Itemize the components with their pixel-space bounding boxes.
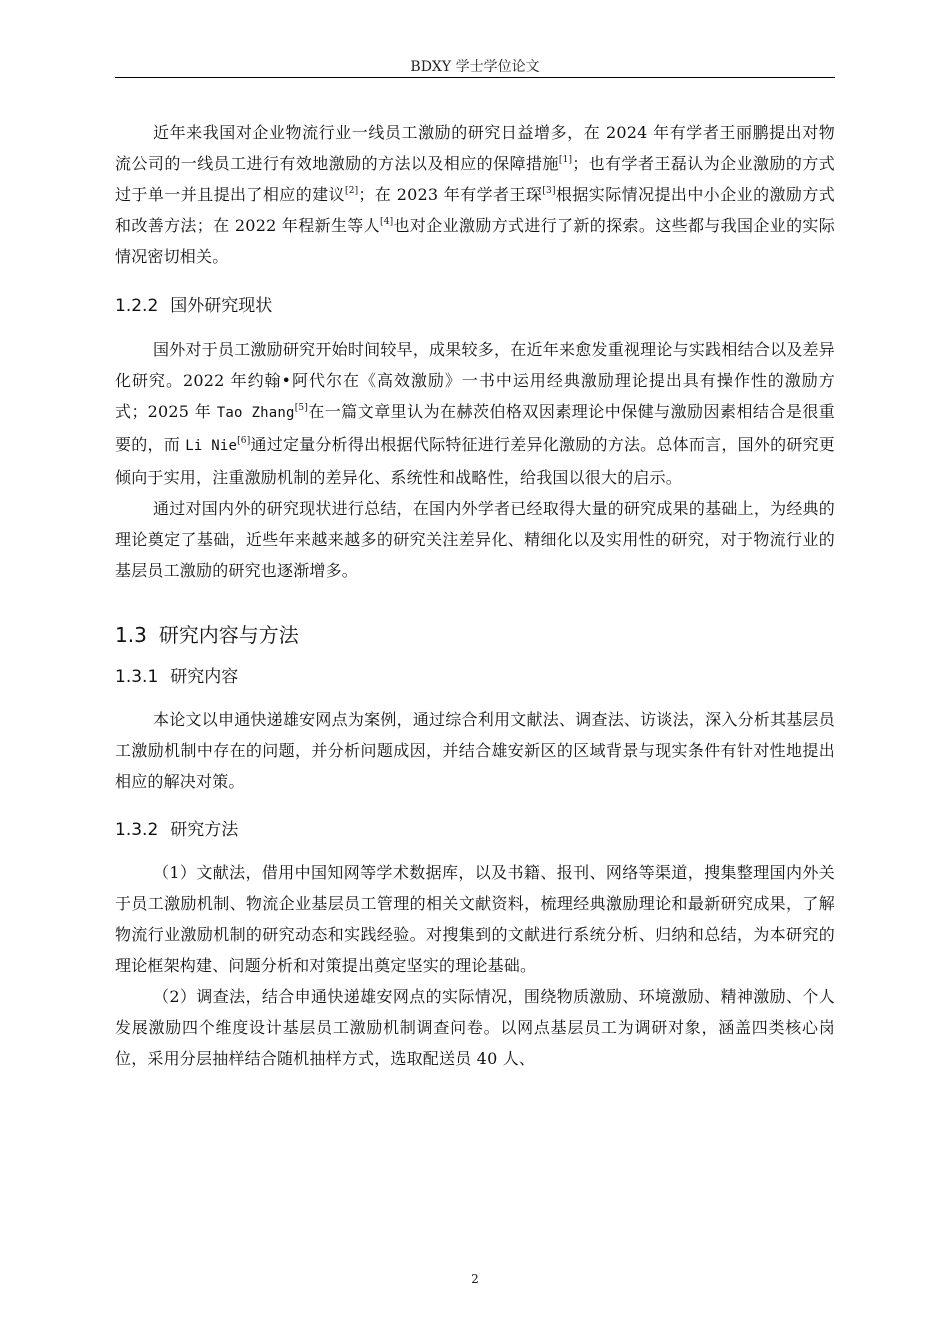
citation-4: [4] <box>380 217 394 227</box>
heading-number: 1.3.1 <box>115 667 159 687</box>
paragraph-domestic-research <box>115 117 835 272</box>
paragraph-summary: 通过对国内外的研究现状进行总结，在国内外学者已经取得大量的研究成果的基础上，为经典的理论奠定了基础，近些年来越来越多的研究关注差异化、精细化以及实用性的研究，对于物流行业的基层员工激励的研究也逐渐增多。 <box>115 499 835 580</box>
citation-2: [2] <box>345 186 359 196</box>
text: 近年来我国对企业物流行业一线员工激励的研究日益增多，在 2024 年有学者王丽鹏提出对物流公司的一线员工进行有效地激励的方法以及相应的保障措施 <box>115 123 835 173</box>
paragraph-research-content: 本论文以申通快递雄安网点为案例，通过综合利用文献法、调查法、访谈法，深入分析其基层员工激励机制中存在的问题，并分析问题成因，并结合雄安新区的区域背景与现实条件有针对性地提出相应的解决对策。 <box>115 710 835 791</box>
paragraph-foreign-research <box>115 334 835 493</box>
page-number: 2 <box>471 1272 479 1286</box>
header-divider <box>115 77 835 78</box>
section-heading-1-3-1 <box>115 666 835 688</box>
author-name: Tao Zhang <box>216 405 295 421</box>
citation-1: [1] <box>558 155 573 165</box>
text: 国外对于员工激励研究开始时间较早，成果较多，在近年来愈发重视理论与实践相结合以及差异化研究。2022 年约翰•阿代尔在《高效激励》一书中运用经典激励理论提出具有操作性的激励方式；2025 年 <box>115 340 835 421</box>
section-heading-1-2-2 <box>115 295 835 317</box>
heading-number: 1.3.2 <box>115 820 159 840</box>
heading-title: 研究内容 <box>170 667 239 687</box>
text: 通过定量分析得出根据代际特征进行差异化激励的方法。总体而言，国外的研究更倾向于实用，注重激励机制的差异化、系统性和战略性，给我国以很大的启示。 <box>115 435 835 487</box>
heading-number: 1.2.2 <box>115 296 159 316</box>
citation-5: [5] <box>294 403 309 413</box>
text: 根据实际情况提出中小企业的激励方式和改善方法；在 2022 年程新生等人 <box>115 185 835 235</box>
heading-title: 国外研究现状 <box>170 296 273 316</box>
paragraph-survey-method: （2）调查法，结合申通快递雄安网点的实际情况，围绕物质激励、环境激励、精神激励、个人发展激励四个维度设计基层员工激励机制调查问卷。以网点基层员工为调研对象，涵盖四类核心岗位，采用分层抽样结合随机抽样方式，选取配送员 40 人、 <box>115 987 835 1068</box>
citation-6: [6] <box>237 436 251 446</box>
text: ；在 2023 年有学者王琛 <box>358 185 543 204</box>
document-body <box>115 117 835 1074</box>
text: 在一篇文章里认为在赫茨伯格双因素理论中保健与激励因素相结合是很重要的，而 <box>115 402 835 454</box>
section-heading-1-3-2 <box>115 819 835 841</box>
heading-title: 研究方法 <box>170 820 239 840</box>
author-name: Li Nie <box>185 438 238 454</box>
heading-number: 1.3 <box>115 623 147 647</box>
heading-title: 研究内容与方法 <box>158 623 299 647</box>
text: ；也有学者王磊认为企业激励的方式过于单一并且提出了相应的建议 <box>115 154 836 204</box>
running-header: BDXY 学士学位论文 <box>410 59 540 75</box>
paragraph-literature-method: （1）文献法，借用中国知网等学术数据库，以及书籍、报刊、网络等渠道，搜集整理国内外关于员工激励机制、物流企业基层员工管理的相关文献资料，梳理经典激励理论和最新研究成果，了解物流行业激励机制的研究动态和实践经验。对搜集到的文献进行系统分析、归纳和总结，为本研究的理论框架构建、问题分析和对策提出奠定坚实的理论基础。 <box>115 863 835 975</box>
text: 也对企业激励方式进行了新的探索。这些都与我国企业的实际情况密切相关。 <box>115 216 835 266</box>
citation-3: [3] <box>542 186 556 196</box>
section-heading-1-3 <box>115 622 835 648</box>
